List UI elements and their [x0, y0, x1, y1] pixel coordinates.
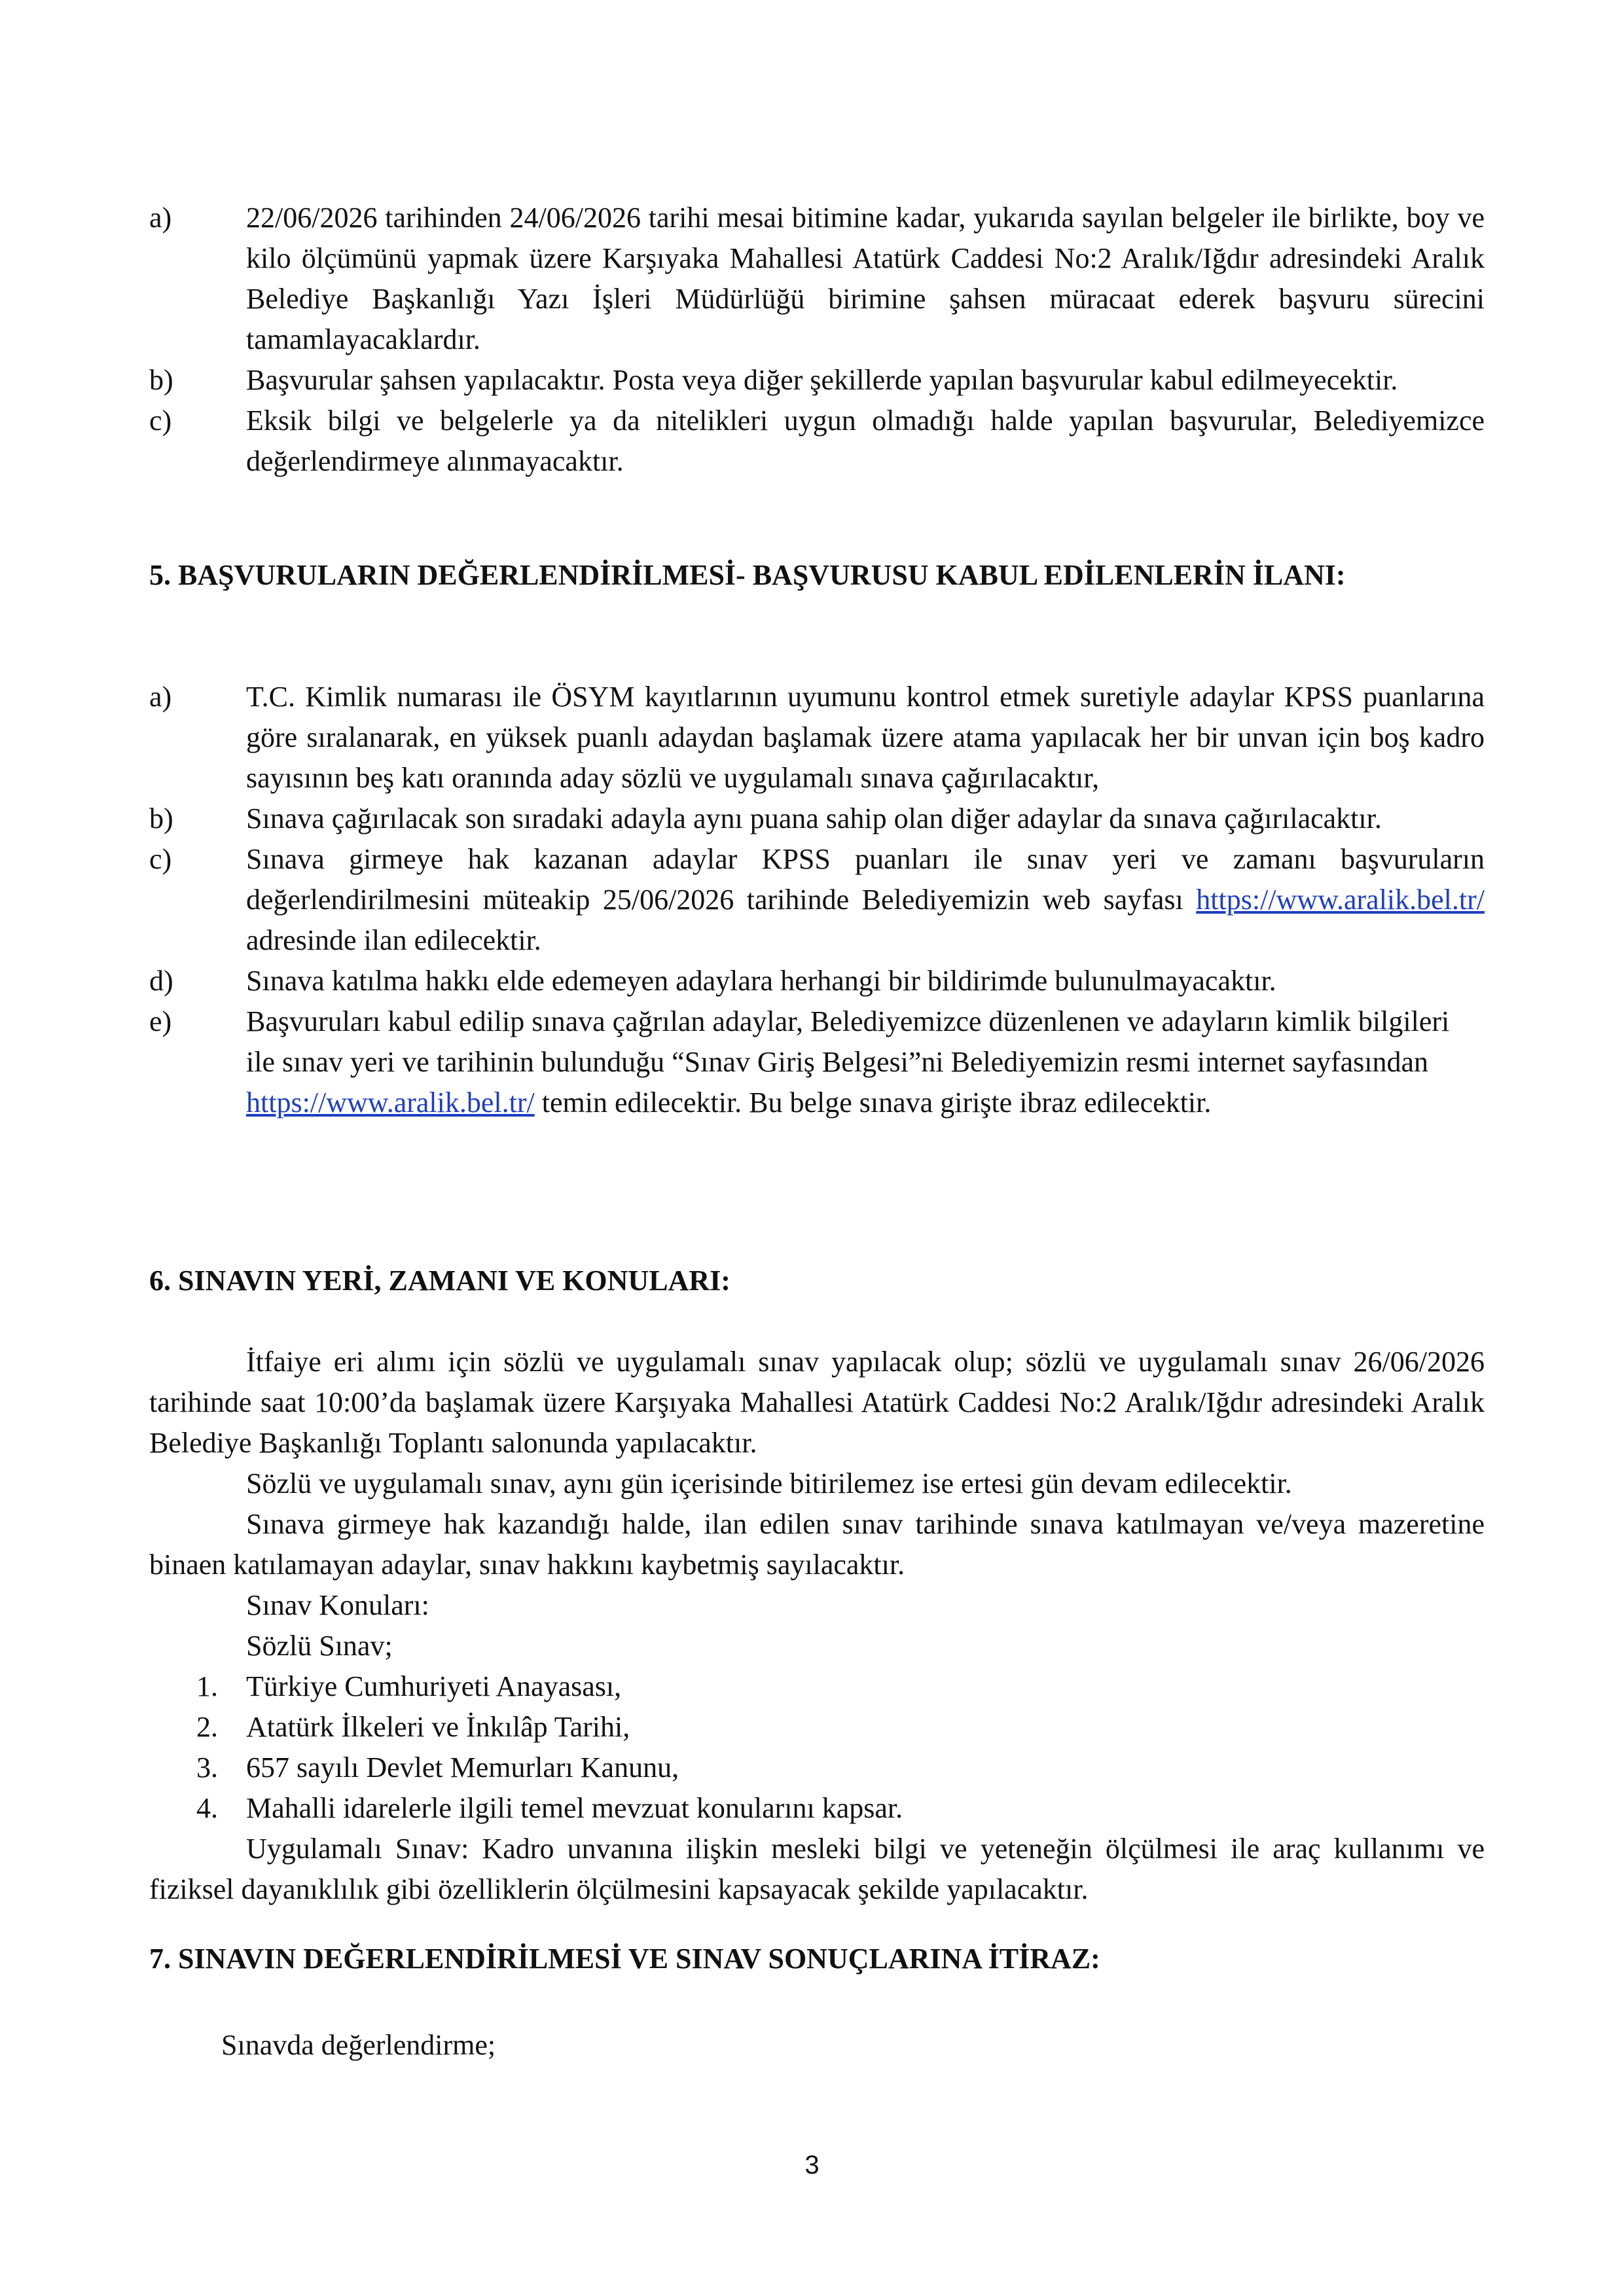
- list-text: T.C. Kimlik numarası ile ÖSYM kayıtlarının uyumunu kontrol etmek suretiyle adaylar KPSS puanlarına göre sıralanarak, en yüksek puanlı adaydan başlamak üzere atama yapılacak her bir unvan için boş kadro sayısının beş katı oranında aday sözlü ve uygulamalı sınava çağırılacaktır,: [246, 681, 1485, 794]
- list-text: Atatürk İlkeleri ve İnkılâp Tarihi,: [246, 1711, 630, 1743]
- evaluation-list: [149, 677, 1485, 1123]
- list-item: [149, 401, 1485, 482]
- list-number: 4.: [196, 1792, 218, 1824]
- list-text: [246, 1001, 1485, 1123]
- list-label: b): [149, 364, 173, 396]
- list-number: 3.: [196, 1751, 218, 1784]
- list-text: Türkiye Cumhuriyeti Anayasası,: [246, 1670, 622, 1702]
- list-text: 22/06/2026 tarihinden 24/06/2026 tarihi mesai bitimine kadar, yukarıda sayılan belgeler ile birlikte, boy ve kilo ölçümünü yapmak üzere Karşıyaka Mahallesi Atatürk Caddesi No:2 Aralık/Iğdır adresindeki Aralık Belediye Başkanlığı Yazı İşleri Müdürlüğü birimine şahsen müracaat ederek başvuru sürecini tamamlayacaklardır.: [246, 202, 1485, 355]
- list-text: 657 sayılı Devlet Memurları Kanunu,: [246, 1751, 679, 1784]
- page-number: 3: [804, 2151, 820, 2179]
- list-item: [149, 677, 1485, 798]
- website-link[interactable]: https://www.aralik.bel.tr/: [246, 1086, 535, 1119]
- list-item: [196, 1748, 1485, 1788]
- application-list: [149, 198, 1485, 482]
- list-text: Başvurular şahsen yapılacaktır. Posta veya diğer şekillerde yapılan başvurular kabul edilmeyecektir.: [246, 364, 1398, 396]
- evaluation-label: Sınavda değerlendirme;: [221, 2029, 496, 2061]
- list-label: c): [149, 404, 172, 437]
- list-label: a): [149, 681, 172, 713]
- list-number: 2.: [196, 1711, 218, 1743]
- section-6-heading: 6. SINAVIN YERİ, ZAMANI VE KONULARI:: [149, 1265, 731, 1297]
- oral-exam-label: Sözlü Sınav;: [246, 1630, 393, 1662]
- list-item: [149, 961, 1485, 1001]
- exam-paragraph: Sınava girmeye hak kazandığı halde, ilan edilen sınav tarihinde sınava katılmayan ve/veya mazeretine binaen katılamayan adaylar, sınav hakkını kaybetmiş sayılacaktır.: [149, 1508, 1485, 1581]
- list-label: c): [149, 843, 172, 875]
- list-text-before: Sınava girmeye hak kazanan adaylar KPSS puanları ile sınav yeri ve zamanı başvuruların değerlendirilmesini müteakip 25/06/2026 tarihinde Belediyemizin web sayfası: [246, 843, 1485, 916]
- list-label: a): [149, 202, 172, 234]
- list-text: Eksik bilgi ve belgelerle ya da nitelikleri uygun olmadığı halde yapılan başvurular, Belediyemizce değerlendirmeye alınmayacaktır.: [246, 404, 1485, 477]
- practical-exam-paragraph: Uygulamalı Sınav: Kadro unvanına ilişkin mesleki bilgi ve yeteneğin ölçülmesi ile araç kullanımı ve fiziksel dayanıklılık gibi özelliklerin ölçülmesini kapsayacak şekilde yapılacaktır.: [149, 1833, 1485, 1905]
- list-item: [149, 360, 1485, 401]
- list-label: e): [149, 1005, 172, 1037]
- list-item: [196, 1666, 1485, 1707]
- list-item: [149, 1001, 1485, 1123]
- list-item: [149, 839, 1485, 961]
- list-text: [246, 839, 1485, 961]
- exam-paragraph: Sözlü ve uygulamalı sınav, aynı gün içerisinde bitirilemez ise ertesi gün devam edilecektir.: [246, 1467, 1292, 1499]
- list-item: [149, 798, 1485, 839]
- list-text-after: temin edilecektir. Bu belge sınava girişte ibraz edilecektir.: [534, 1086, 1212, 1119]
- exam-paragraph: İtfaiye eri alımı için sözlü ve uygulamalı sınav yapılacak olup; sözlü ve uygulamalı sınav 26/06/2026 tarihinde saat 10:00’da başlamak üzere Karşıyaka Mahallesi Atatürk Caddesi No:2 Aralık/Iğdır adresindeki Aralık Belediye Başkanlığı Toplantı salonunda yapılacaktır.: [149, 1346, 1485, 1459]
- list-text-after: adresinde ilan edilecektir.: [246, 924, 541, 956]
- list-label: d): [149, 965, 173, 997]
- list-text: Sınava katılma hakkı elde edemeyen adaylara herhangi bir bildirimde bulunulmayacaktır.: [246, 965, 1276, 997]
- list-label: b): [149, 802, 173, 834]
- list-item: [149, 198, 1485, 360]
- list-item: [196, 1707, 1485, 1748]
- exam-topics-label: Sınav Konuları:: [246, 1589, 429, 1621]
- list-text: Sınava çağırılacak son sıradaki adayla aynı puana sahip olan diğer adaylar da sınava çağırılacaktır.: [246, 802, 1382, 834]
- list-text: Mahalli idarelerle ilgili temel mevzuat konularını kapsar.: [246, 1792, 903, 1824]
- oral-topics-list: [196, 1666, 1485, 1829]
- list-number: 1.: [196, 1670, 218, 1702]
- list-item: [196, 1788, 1485, 1829]
- section-7-heading: 7. SINAVIN DEĞERLENDİRİLMESİ VE SINAV SONUÇLARINA İTİRAZ:: [149, 1943, 1100, 1975]
- section-5-heading: 5. BAŞVURULARIN DEĞERLENDİRİLMESİ- BAŞVURUSU KABUL EDİLENLERİN İLANI:: [149, 559, 1346, 591]
- website-link[interactable]: https://www.aralik.bel.tr/: [1196, 884, 1485, 916]
- list-text-before: Başvuruları kabul edilip sınava çağrılan adaylar, Belediyemizce düzenlenen ve adayların kimlik bilgileri ile sınav yeri ve tarihinin bulunduğu “Sınav Giriş Belgesi”ni Belediyemizin resmi internet sayfasından: [246, 1005, 1450, 1078]
